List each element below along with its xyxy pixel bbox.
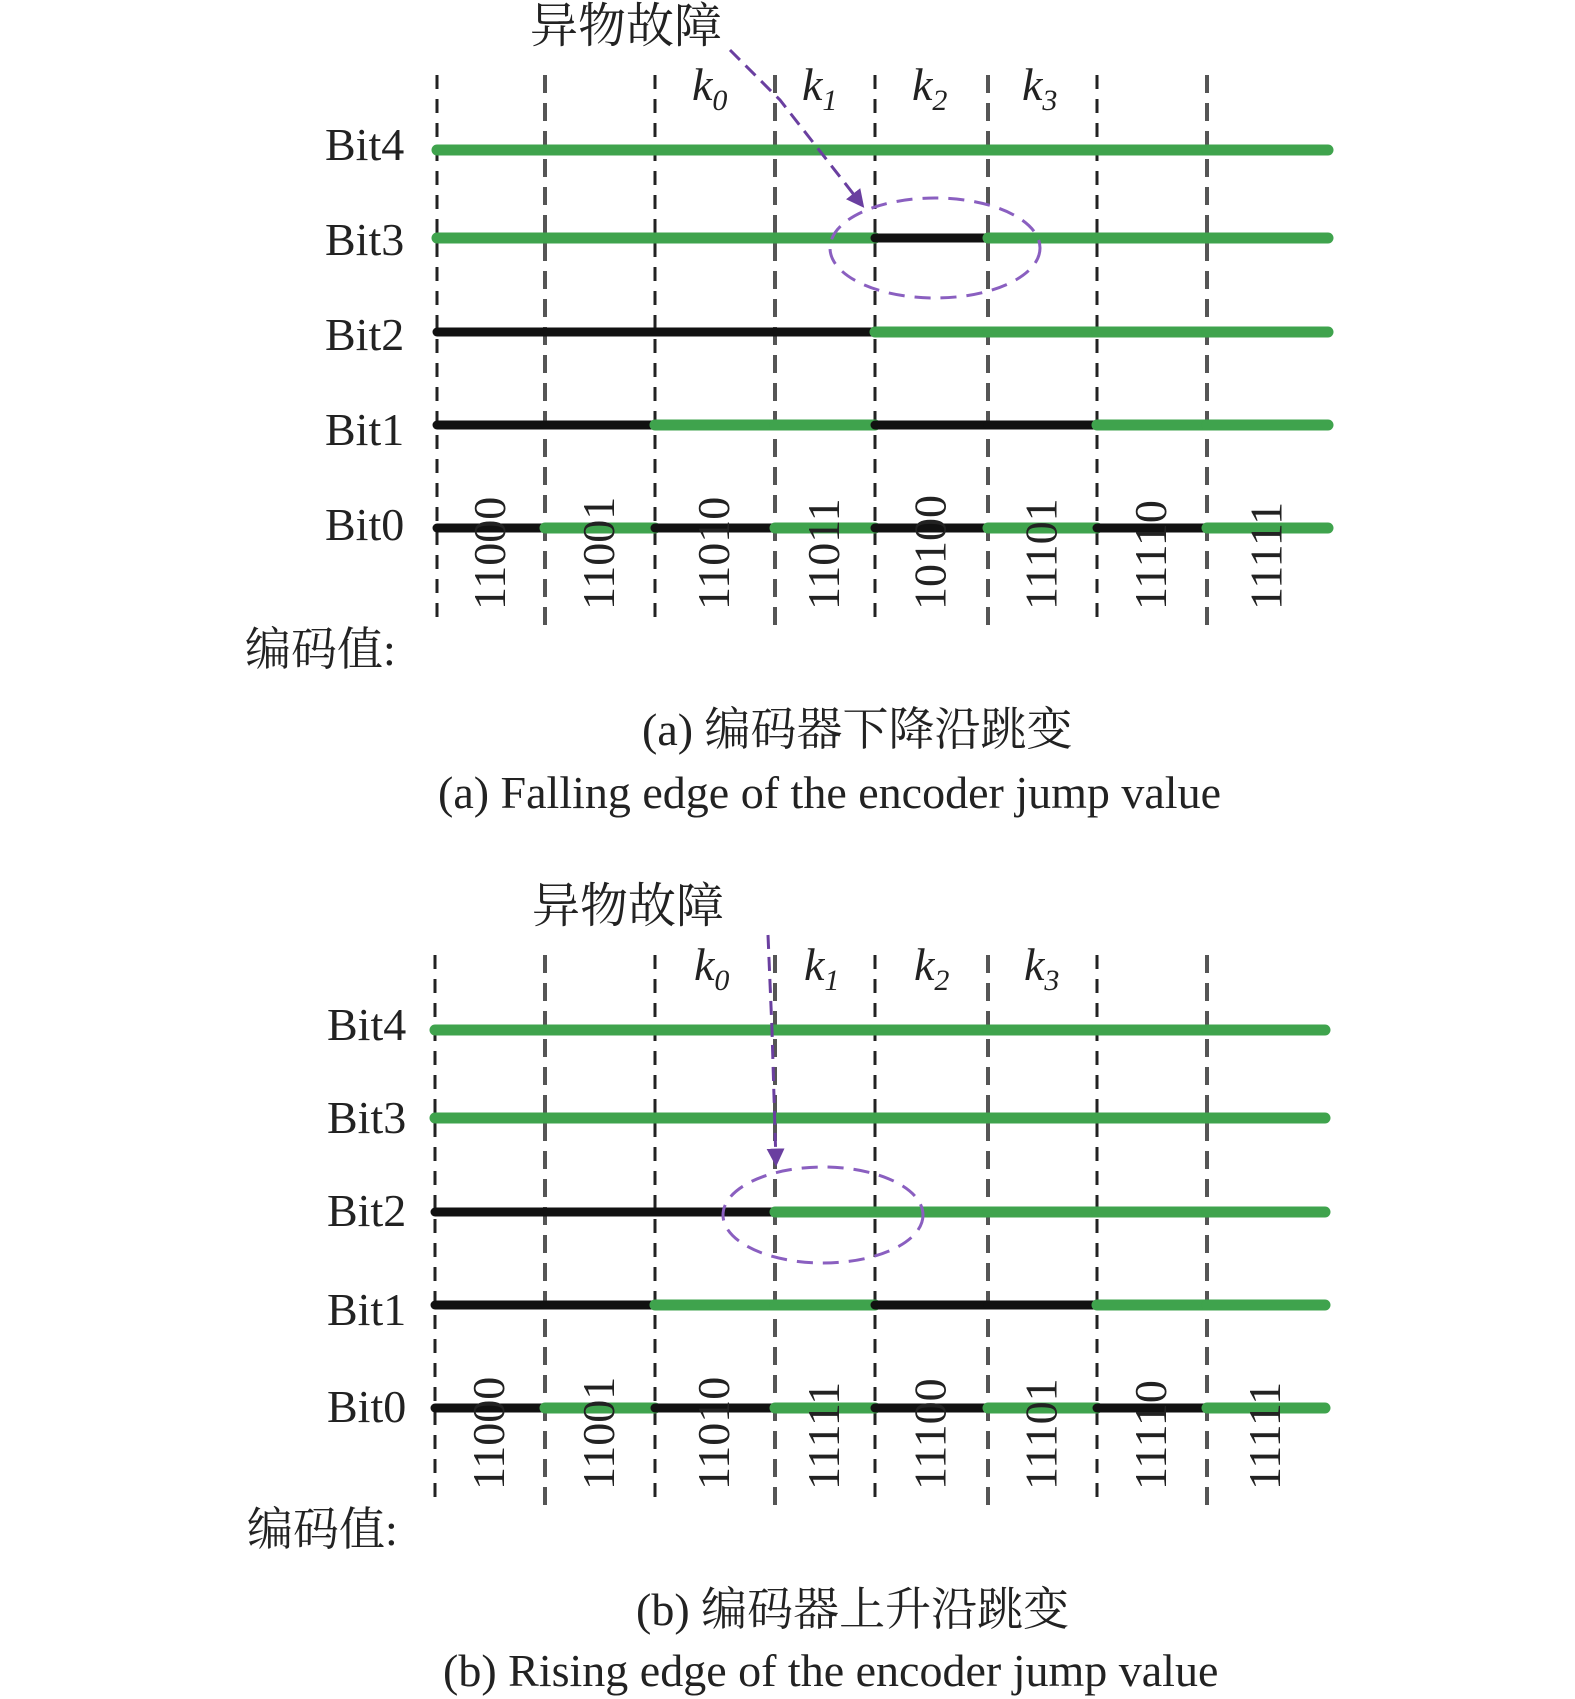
k3-label-b: $k_3$ xyxy=(1024,939,1060,997)
bit0-label-b: Bit0 xyxy=(327,1381,407,1432)
code-value: 11001 xyxy=(573,1376,624,1490)
panel-b xyxy=(247,880,1325,1696)
fault-arrow-a xyxy=(730,50,862,205)
bit3-label-b: Bit3 xyxy=(327,1092,407,1143)
k-labels-b xyxy=(694,939,1059,997)
code-value: 11000 xyxy=(464,496,515,610)
caption-cn-a: (a) 编码器下降沿跳变 xyxy=(642,704,1073,755)
code-value: 11110 xyxy=(1125,1380,1176,1490)
fault-label-b: 异物故障 xyxy=(532,880,725,933)
bit2-label-a: Bit2 xyxy=(325,309,405,360)
code-prefix-b: 编码值: xyxy=(247,1504,398,1555)
caption-en-b: (b) Rising edge of the encoder jump value xyxy=(443,1645,1219,1696)
k1-label-a: $k_1$ xyxy=(802,59,838,117)
k2-label-b: $k_2$ xyxy=(914,939,950,997)
bit-labels-b xyxy=(327,999,406,1432)
code-value: 11011 xyxy=(798,498,849,610)
code-value: 11001 xyxy=(573,496,624,610)
k3-label-a: $k_3$ xyxy=(1022,59,1058,117)
code-value: 10100 xyxy=(904,495,956,610)
code-value: 11101 xyxy=(1015,1378,1067,1490)
code-values-a xyxy=(464,495,1292,610)
fault-label-a: 异物故障 xyxy=(530,0,723,53)
panel-a xyxy=(245,0,1328,818)
code-value: 11010 xyxy=(688,1376,739,1490)
fault-ellipse-a xyxy=(830,198,1040,298)
bit1-label-b: Bit1 xyxy=(327,1284,407,1335)
code-value: 11000 xyxy=(463,1376,514,1490)
code-prefix-a: 编码值: xyxy=(245,624,396,675)
code-value: 11111 xyxy=(1239,1381,1290,1490)
code-value: 11111 xyxy=(1240,501,1292,610)
code-value: 11010 xyxy=(688,496,739,610)
bit4-label-b: Bit4 xyxy=(327,999,407,1050)
k0-label-a: $k_0$ xyxy=(692,59,728,117)
k2-label-a: $k_2$ xyxy=(912,59,948,117)
bit0-label-a: Bit0 xyxy=(325,499,405,550)
bit-signals-a xyxy=(437,150,1328,528)
code-value: 11101 xyxy=(1015,498,1067,610)
bit-signals-b xyxy=(435,1030,1325,1408)
code-value: 11100 xyxy=(904,1378,956,1490)
caption-en-a: (a) Falling edge of the encoder jump value xyxy=(438,767,1221,818)
bit1-label-a: Bit1 xyxy=(325,404,405,455)
k1-label-b: $k_1$ xyxy=(804,939,840,997)
code-value: 11110 xyxy=(1125,500,1176,610)
bit2-label-b: Bit2 xyxy=(327,1185,407,1236)
caption-cn-b: (b) 编码器上升沿跳变 xyxy=(636,1584,1070,1635)
bit-labels-a xyxy=(325,119,404,550)
bit4-label-a: Bit4 xyxy=(325,119,405,170)
bit3-label-a: Bit3 xyxy=(325,214,405,265)
k0-label-b: $k_0$ xyxy=(694,939,730,997)
code-value: 11111 xyxy=(798,1381,849,1490)
